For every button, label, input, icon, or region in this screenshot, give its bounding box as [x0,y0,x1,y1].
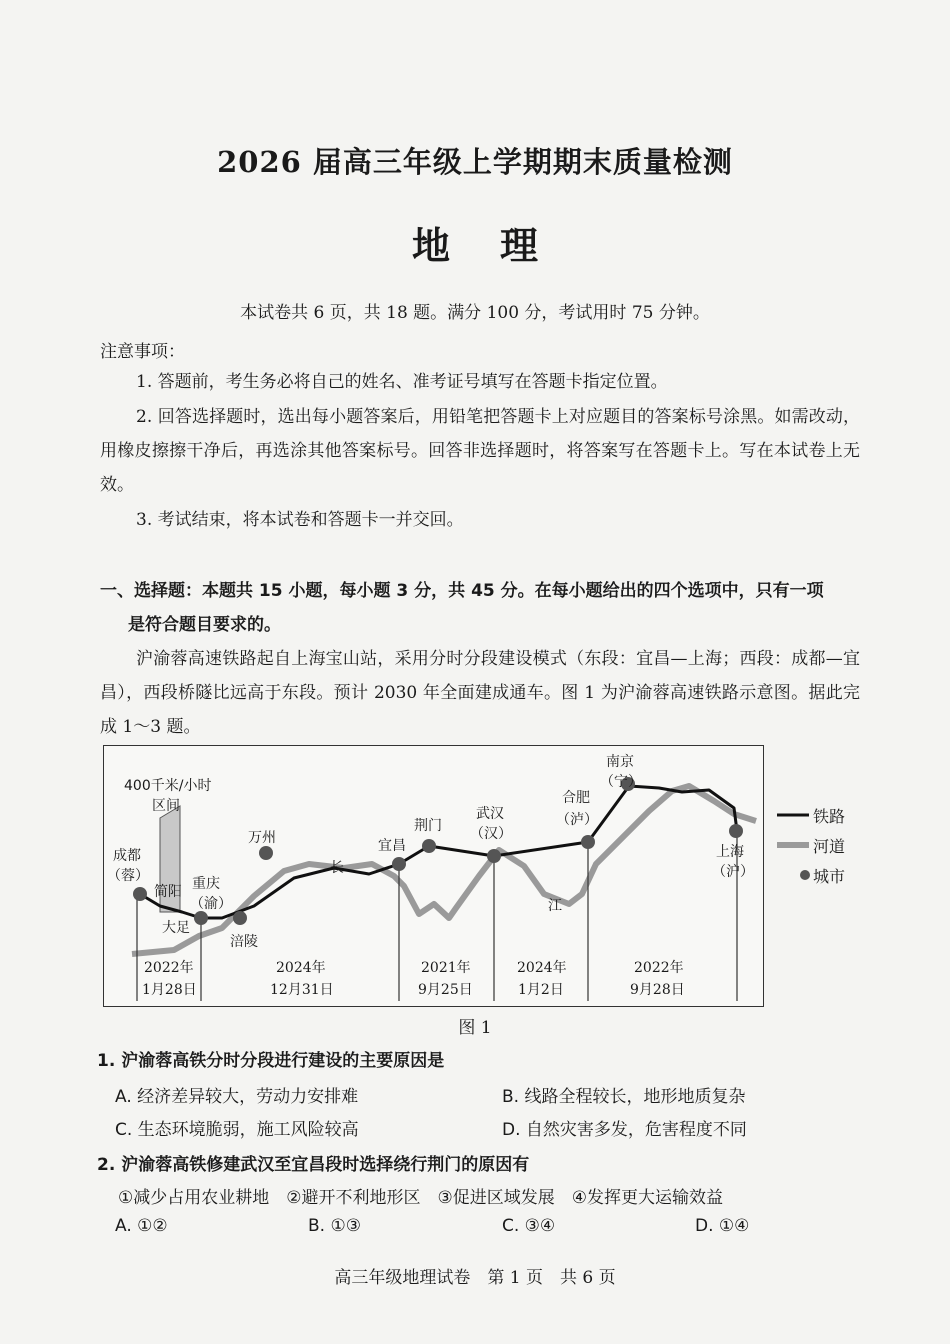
date-day-5: 9月28日 [630,982,685,998]
city-dot-jingmen [422,839,436,853]
city-label-nanjing-abbr: （宁） [600,774,642,790]
river-label-jiang: 江 [548,898,562,914]
city-label-shanghai: 上海 [716,844,744,860]
city-dot-chengdu [133,887,147,901]
question-2-option-d[interactable]: D. ①④ [695,1216,750,1236]
map-legend [775,800,845,890]
question-1-option-d[interactable]: D. 自然灾害多发，危害程度不同 [502,1120,747,1140]
section-heading [100,574,860,642]
question-2-statements: ①减少占用农业耕地 ②避开不利地形区 ③促进区域发展 ④发挥更大运输效益 [118,1188,723,1208]
date-day-3: 9月25日 [418,982,473,998]
legend-railway-label: 铁路 [813,806,846,826]
legend-city [775,860,845,890]
exam-title: 2026 届高三年级上学期期末质量检测 [217,145,733,179]
city-label-jianyang: 简阳 [154,884,182,900]
city-dot-fuling [233,911,247,925]
material-text: 沪渝蓉高速铁路起自上海宝山站，采用分时分段建设模式（东段：宜昌—上海；西段：成都—宜昌），西段桥隧比远高于东段。预计 2030 年全面建成通车。图 1 为沪渝蓉高速铁路示意图。据此完成 1～3 题。 [100,649,860,737]
question-1-option-a[interactable]: A. 经济差异较大，劳动力安排难 [115,1087,359,1107]
notice-title: 注意事项： [100,342,185,362]
city-dot-hefei [581,835,595,849]
city-dot-wuhan [487,849,501,863]
question-1-option-c[interactable]: C. 生态环境脆弱，施工风险较高 [115,1120,359,1140]
river-line [132,786,756,954]
section-heading-line1: 一、选择题：本题共 15 小题，每小题 3 分，共 45 分。在每小题给出的四个选项中，只有一项 [100,581,824,601]
legend-city-label: 城市 [813,866,846,886]
city-label-dazu: 大足 [162,920,190,936]
city-dot-wanzhou [259,846,273,860]
speed-label-line1: 400千米/小时 [124,778,212,794]
notice-item-2: 2. 回答选择题时，选出每小题答案后，用铅笔把答题卡上对应题目的答案标号涂黑。如需改动，用橡皮擦擦干净后，再选涂其他答案标号。回答非选择题时，将答案写在答题卡上。写在本试卷上无效。 [100,407,860,495]
subject-title: 地理 [411,223,588,268]
page-footer: 高三年级地理试卷 第 1 页 共 6 页 [334,1268,616,1288]
question-1-stem: 1. 沪渝蓉高铁分时分段进行建设的主要原因是 [97,1051,445,1071]
city-label-jingmen: 荆门 [414,818,442,834]
city-label-hefei-abbr: （泸） [556,812,598,828]
city-label-chongqing: 重庆 [192,876,220,892]
exam-info: 本试卷共 6 页，共 18 题。满分 100 分，考试用时 75 分钟。 [240,303,710,323]
city-label-wuhan: 武汉 [476,806,504,822]
city-label-wuhan-abbr: （汉） [470,826,512,842]
railway-map [104,746,765,1008]
date-day-2: 12月31日 [270,982,334,998]
question-2-option-c[interactable]: C. ③④ [502,1216,556,1236]
river-label-chang: 长 [330,860,344,876]
city-dot-chongqing [194,911,208,925]
speed-label-line2: 区间 [152,798,180,814]
date-year-3: 2021年 [421,960,471,976]
question-2-option-b[interactable]: B. ①③ [308,1216,361,1236]
city-label-fuling: 涪陵 [230,934,258,950]
question-2-option-a[interactable]: A. ①② [115,1216,168,1236]
legend-river [775,830,845,860]
date-year-2: 2024年 [276,960,326,976]
city-dot-shanghai [729,824,743,838]
city-label-chengdu: 成都 [113,848,141,864]
legend-railway [775,800,845,830]
notice-item-1: 1. 答题前，考生务必将自己的姓名、准考证号填写在答题卡指定位置。 [136,372,668,392]
city-label-shanghai-abbr: （沪） [712,864,754,880]
question-1-option-b[interactable]: B. 线路全程较长，地形地质复杂 [502,1087,746,1107]
city-dot-yichang [392,857,406,871]
city-label-yichang: 宜昌 [378,838,406,854]
date-day-1: 1月28日 [142,982,197,998]
figure-caption: 图 1 [458,1018,492,1038]
section-heading-line2: 是符合题目要求的。 [128,615,281,635]
city-label-chengdu-abbr: （蓉） [107,868,149,884]
date-year-1: 2022年 [144,960,194,976]
city-label-wanzhou: 万州 [248,830,276,846]
legend-river-label: 河道 [813,836,846,856]
city-label-hefei: 合肥 [562,790,590,806]
notice-item-3: 3. 考试结束，将本试卷和答题卡一并交回。 [136,510,464,530]
railway-map-figure [103,745,764,1007]
date-day-4: 1月2日 [518,982,564,998]
city-label-chongqing-abbr: （渝） [190,896,232,912]
date-year-4: 2024年 [517,960,567,976]
question-2-stem: 2. 沪渝蓉高铁修建武汉至宜昌段时选择绕行荆门的原因有 [97,1155,530,1175]
city-label-nanjing: 南京 [606,754,634,770]
date-year-5: 2022年 [634,960,684,976]
